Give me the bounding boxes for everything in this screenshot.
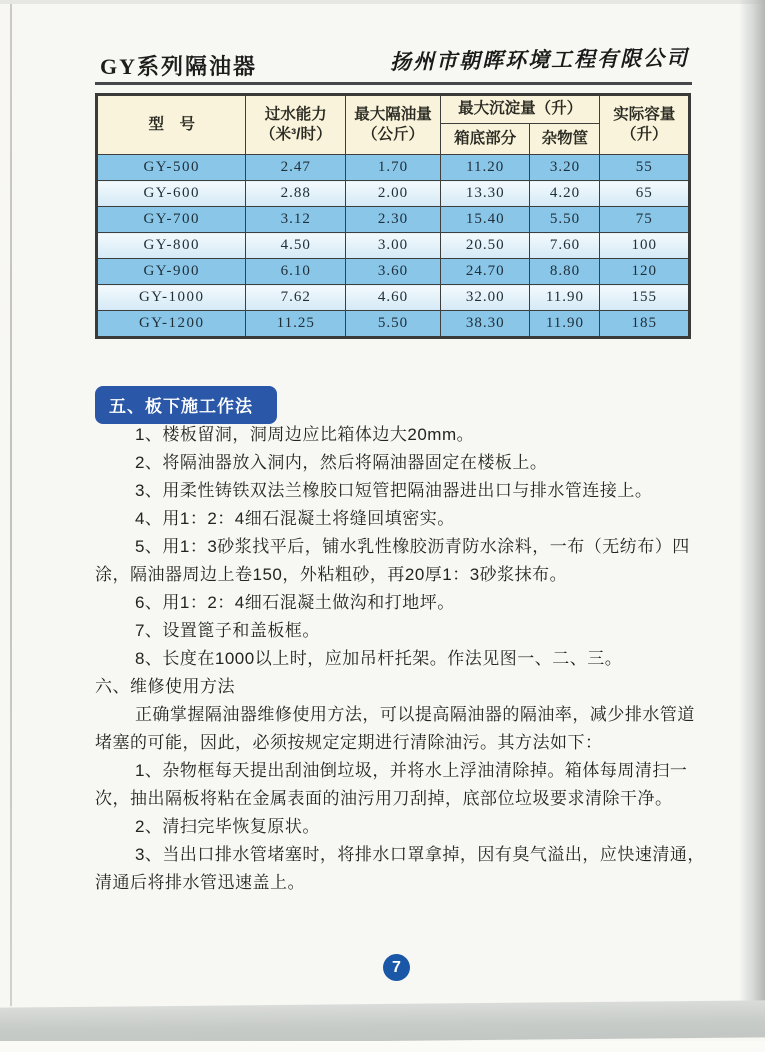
section5-item: 1、楼板留洞，洞周边应比箱体边大20mm。 — [134, 425, 475, 444]
scan-bottom-margin — [0, 1041, 765, 1052]
table-row — [97, 181, 690, 207]
scan-right-shadow — [739, 0, 765, 1008]
cell-capacity: 55 — [600, 155, 690, 181]
col-header-flow — [246, 95, 346, 155]
cell-flow: 2.47 — [246, 155, 346, 181]
cell-capacity: 155 — [600, 285, 690, 311]
section6-item: 3、当出口排水管堵塞时，将排水口罩拿掉，因有臭气溢出，应快速清通，清通后将排水管迅速盖上。 — [95, 845, 705, 892]
col-header-capacity-line2: （升） — [620, 126, 668, 143]
cell-box-bottom: 38.30 — [440, 311, 530, 338]
cell-oil: 2.30 — [346, 207, 441, 233]
cell-box-bottom: 20.50 — [440, 233, 530, 259]
section5-item: 2、将隔油器放入洞内，然后将隔油器固定在楼板上。 — [134, 453, 548, 472]
cell-capacity: 185 — [600, 311, 690, 338]
col-header-flow-line1: 过水能力 — [264, 105, 327, 123]
cell-oil: 2.00 — [346, 181, 441, 207]
cell-box-bottom: 13.30 — [440, 181, 530, 207]
col-header-model: 型 号 — [97, 95, 246, 155]
cell-model: GY-1200 — [97, 311, 246, 338]
col-header-oil — [346, 95, 441, 155]
table-row — [97, 233, 690, 259]
cell-box-bottom: 15.40 — [440, 207, 530, 233]
cell-oil: 4.60 — [346, 285, 441, 311]
cell-model: GY-500 — [97, 155, 246, 181]
table-row — [97, 207, 690, 233]
cell-basket: 4.20 — [530, 181, 600, 207]
scan-bottom-edge — [0, 1000, 765, 1044]
cell-capacity: 100 — [600, 233, 690, 259]
col-header-box-bottom: 箱底部分 — [440, 124, 530, 155]
table-row — [97, 285, 690, 311]
table-row — [97, 155, 690, 181]
section5-item: 5、用1：3砂浆找平后，铺水乳性橡胶沥青防水涂料，一布（无纺布）四涂，隔油器周边上卷150，外粘粗砂，再20厚1：3砂浆抹布。 — [95, 537, 690, 584]
cell-basket: 8.80 — [530, 259, 600, 285]
cell-basket: 11.90 — [530, 311, 600, 338]
cell-flow: 3.12 — [246, 207, 346, 233]
col-header-oil-line1: 最大隔油量 — [354, 105, 432, 123]
col-header-capacity-line1: 实际容量 — [613, 105, 676, 123]
section6-item: 2、清扫完毕恢复原状。 — [134, 817, 320, 836]
scan-top-edge — [0, 0, 765, 4]
cell-model: GY-700 — [97, 207, 246, 233]
cell-capacity: 65 — [600, 181, 690, 207]
company-name: 扬州市朝晖环境工程有限公司 — [389, 44, 690, 75]
cell-basket: 3.20 — [530, 155, 600, 181]
section5-item: 3、用柔性铸铁双法兰橡胶口短管把隔油器进出口与排水管连接上。 — [134, 481, 653, 500]
table-row — [97, 259, 690, 285]
cell-basket: 7.60 — [530, 233, 600, 259]
cell-flow: 2.88 — [246, 181, 346, 207]
cell-model: GY-900 — [97, 259, 246, 285]
page-title: GY系列隔油器 — [100, 54, 258, 79]
cell-capacity: 120 — [600, 259, 690, 285]
col-header-flow-line2: （米³/时） — [260, 126, 332, 143]
table-row — [97, 311, 690, 338]
section5-item: 4、用1：2：4细石混凝土将缝回填密实。 — [134, 509, 455, 528]
page-spine-line — [10, 4, 12, 1006]
section5-item: 7、设置篦子和盖板框。 — [134, 621, 320, 640]
col-header-capacity — [600, 95, 690, 155]
section6-item: 1、杂物框每天提出刮油倒垃圾，并将水上浮油清除掉。箱体每周清扫一次，抽出隔板将粘在金属表面的油污用刀刮掉，底部位垃圾要求清除干净。 — [95, 761, 688, 808]
cell-oil: 3.60 — [346, 259, 441, 285]
header-divider — [95, 82, 692, 85]
cell-flow: 4.50 — [246, 233, 346, 259]
section5-item: 8、长度在1000以上时，应加吊杆托架。作法见图一、二、三。 — [134, 649, 623, 668]
cell-capacity: 75 — [600, 207, 690, 233]
cell-oil: 3.00 — [346, 233, 441, 259]
cell-flow: 6.10 — [246, 259, 346, 285]
cell-flow: 11.25 — [246, 311, 346, 338]
cell-oil: 1.70 — [346, 155, 441, 181]
cell-oil: 5.50 — [346, 311, 441, 338]
cell-basket: 5.50 — [530, 207, 600, 233]
cell-box-bottom: 24.70 — [440, 259, 530, 285]
cell-box-bottom: 32.00 — [440, 285, 530, 311]
cell-basket: 11.90 — [530, 285, 600, 311]
page-number-badge: 7 — [383, 954, 410, 981]
document-body — [95, 421, 711, 897]
section5-item: 6、用1：2：4细石混凝土做沟和打地坪。 — [134, 593, 455, 612]
cell-model: GY-800 — [97, 233, 246, 259]
spec-table — [95, 93, 691, 339]
col-header-oil-line2: （公斤） — [361, 126, 424, 143]
col-header-basket: 杂物筐 — [530, 124, 600, 155]
section5-heading-badge: 五、板下施工作法 — [95, 386, 277, 424]
cell-model: GY-600 — [97, 181, 246, 207]
cell-flow: 7.62 — [246, 285, 346, 311]
section6-intro: 正确掌握隔油器维修使用方法，可以提高隔油器的隔油率，减少排水管道堵塞的可能，因此，必须按规定定期进行清除油污。其方法如下： — [95, 705, 695, 752]
cell-box-bottom: 11.20 — [440, 155, 530, 181]
section6-heading: 六、维修使用方法 — [95, 677, 235, 696]
cell-model: GY-1000 — [97, 285, 246, 311]
col-header-sediment-group: 最大沉淀量（升） — [440, 95, 600, 124]
